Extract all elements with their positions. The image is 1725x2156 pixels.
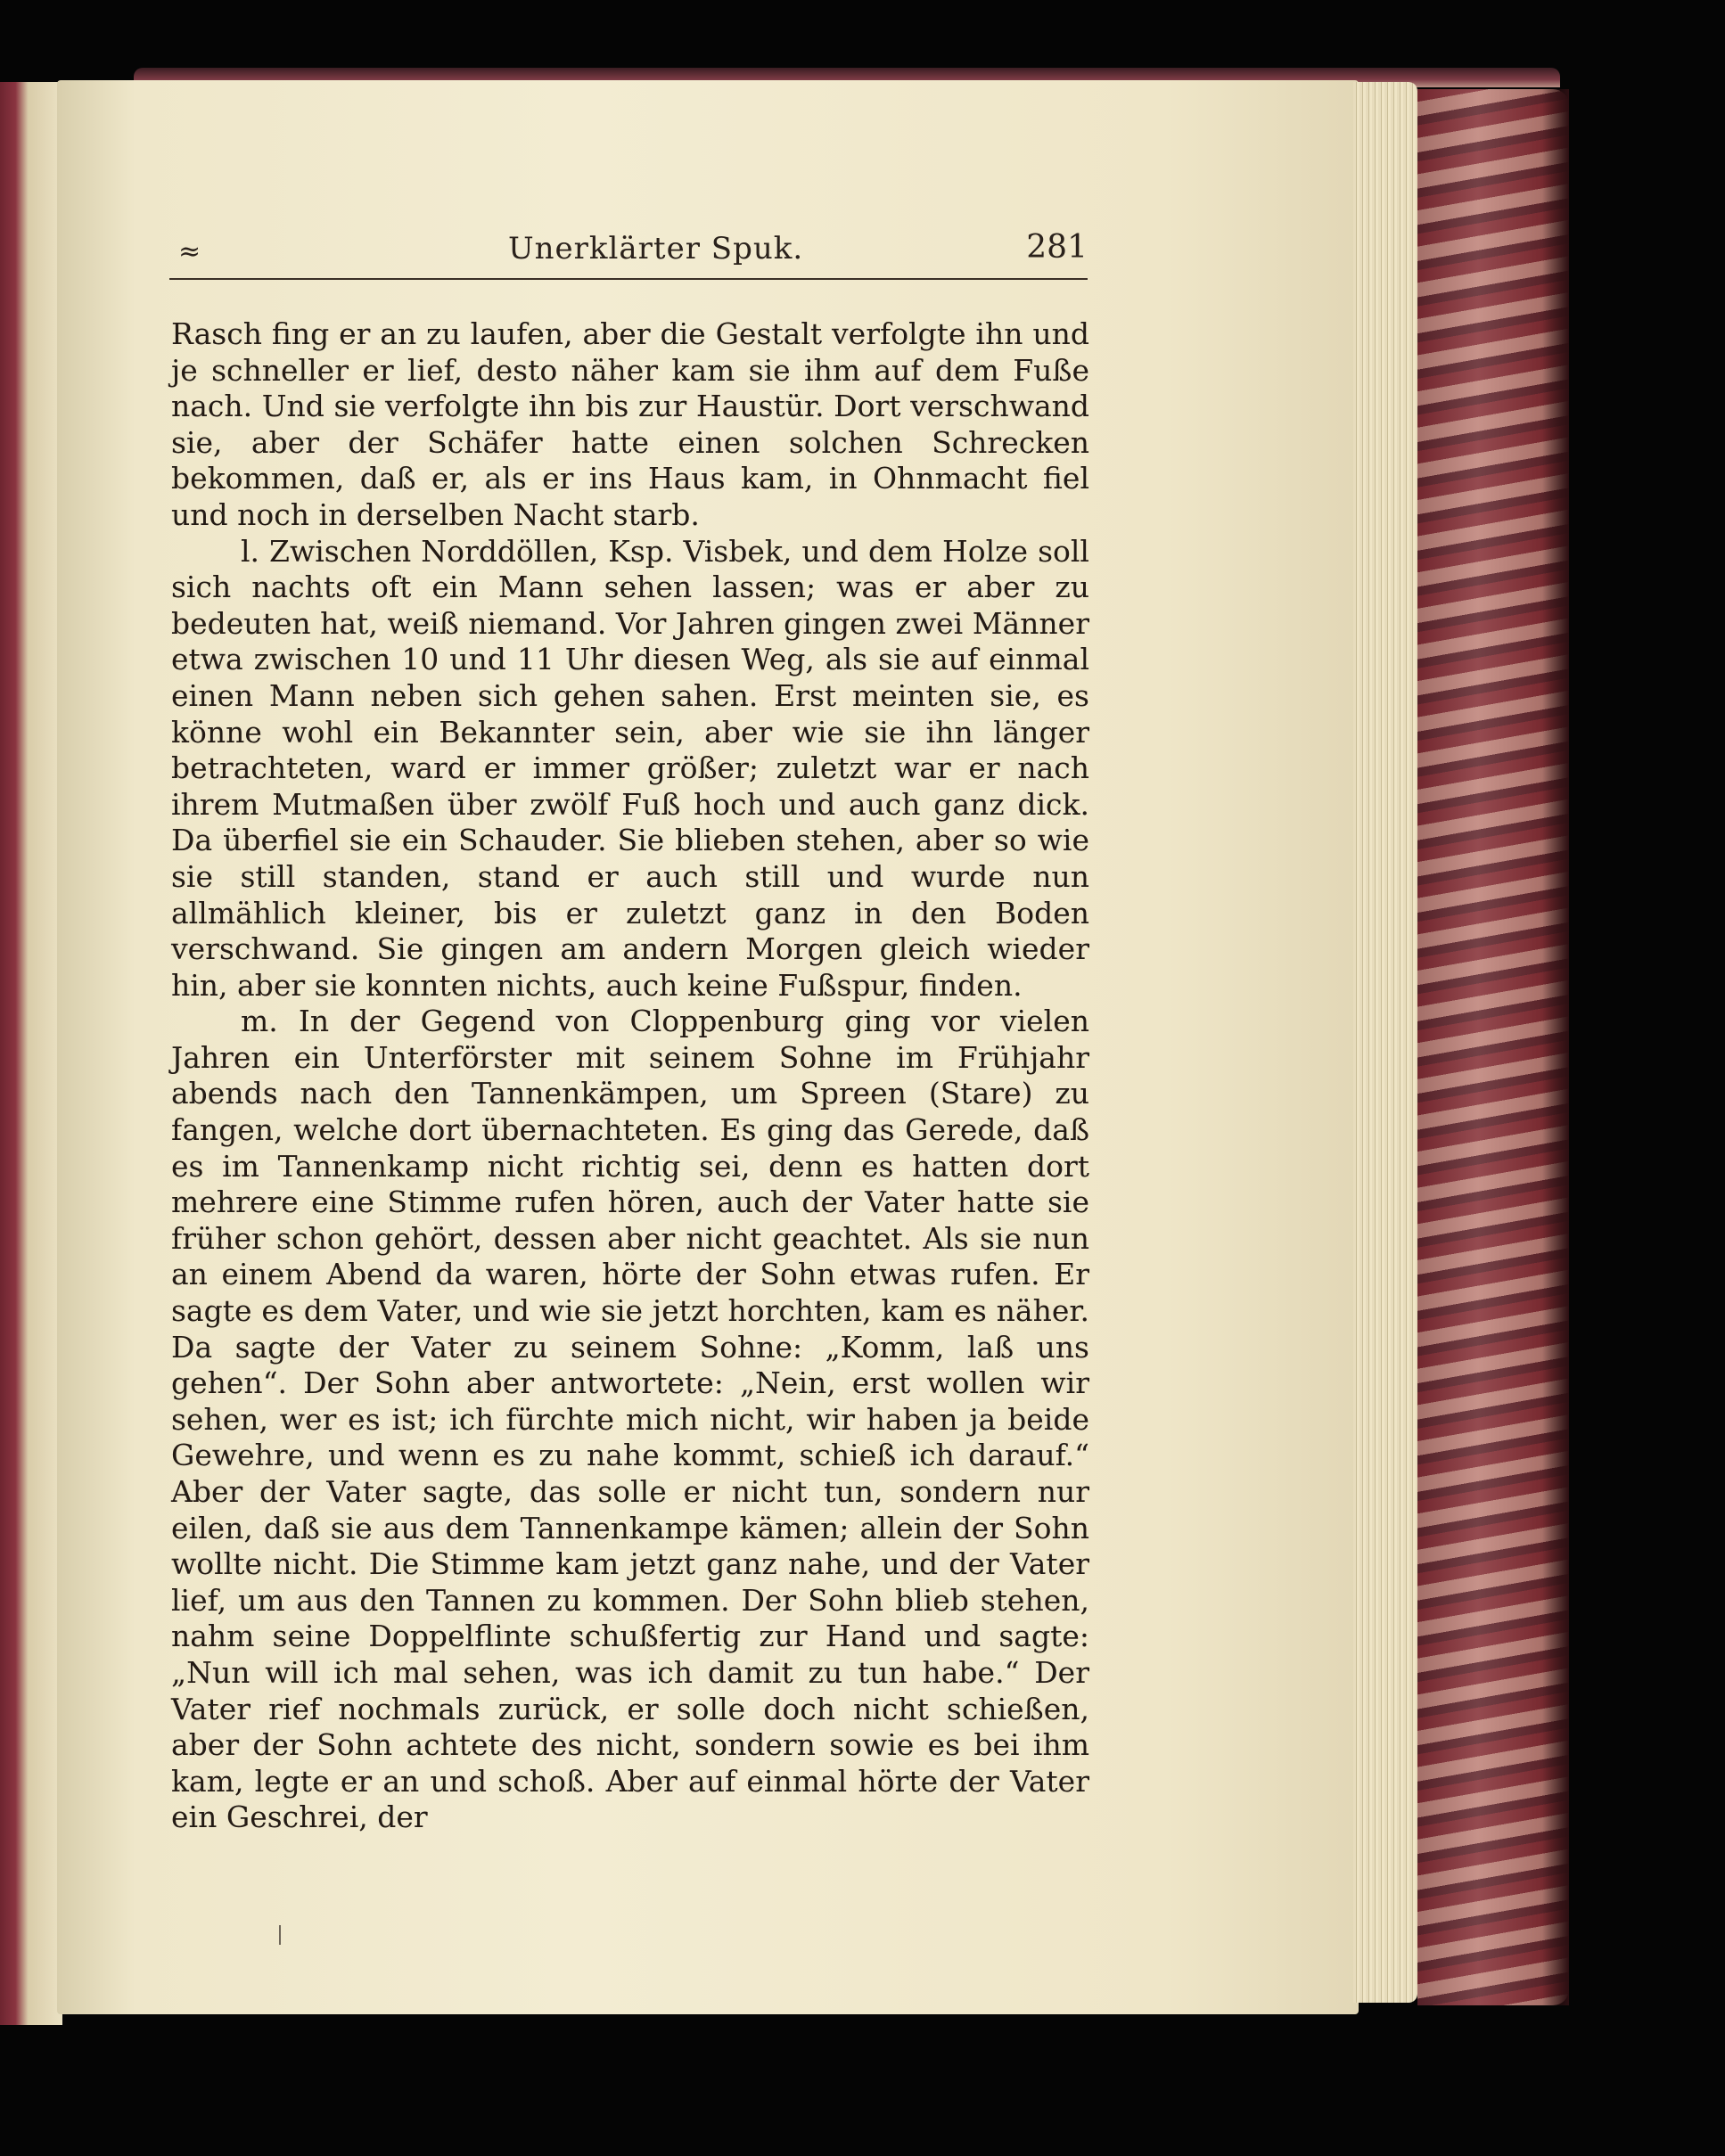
paragraph-continuation: Rasch fing er an zu laufen, aber die Gestalt verfolgte ihn und je schneller er lief, desto näher kam sie ihm auf dem Fuße nach. Und sie verfolgte ihn bis zur Haustür. Dort verschwand sie, aber der Schäfer hatte einen solchen Schrecken bekommen, daß er, als er ins Haus kam, in Ohnmacht fiel und noch in derselben Nacht starb. [171, 316, 1089, 532]
page-number: 281 [1026, 229, 1088, 266]
page-stack-edges [1353, 82, 1417, 2003]
previous-page-edge [0, 82, 62, 2025]
paragraph-l: l. Zwischen Norddöllen, Ksp. Visbek, und dem Holze soll sich nachts oft ein Mann sehen lassen; was er aber zu bedeuten hat, weiß niemand. Vor Jahren gingen zwei Männer etwa zwischen 10 und 11 Uhr diesen Weg, als sie auf einmal einen Mann neben sich gehen sahen. Erst meinten sie, es könne wohl ein Bekannter sein, aber wie sie ihn länger betrachteten, ward er immer größer; zuletzt war er nach ihrem Mutmaßen über zwölf Fuß hoch und auch ganz dick. Da überfiel sie ein Schauder. Sie blieben stehen, aber so wie sie still standen, stand er auch still und wurde nun allmählich kleiner, bis er zuletzt ganz in den Boden verschwand. Sie gingen am andern Morgen gleich wieder hin, aber sie konnten nichts, auch keine Fußspur, finden. [171, 533, 1089, 1003]
paper-speck [279, 1925, 281, 1945]
page-header [169, 227, 1088, 281]
running-title: Unerklärter Spuk. [508, 231, 804, 266]
marbled-cover-edge [1417, 89, 1569, 2005]
body-text [171, 316, 1089, 1836]
paragraph-m: m. In der Gegend von Cloppenburg ging vor vielen Jahren ein Unterförster mit seinem Sohne im Frühjahr abends nach den Tannenkämpen, um Spreen (Stare) zu fangen, welche dort übernachteten. Es ging das Gerede, daß es im Tannenkamp nicht richtig sei, denn es hatten dort mehrere eine Stimme rufen hören, auch der Vater hatte sie früher schon gehört, dessen aber nicht geachtet. Als sie nun an einem Abend da waren, hörte der Sohn etwas rufen. Er sagte es dem Vater, und wie sie jetzt horchten, kam es näher. Da sagte der Vater zu seinem Sohne: „Komm, laß uns gehen“. Der Sohn aber antwortete: „Nein, erst wollen wir sehen, wer es ist; ich fürchte mich nicht, wir haben ja beide Gewehre, und wenn es zu nahe kommt, schieß ich darauf.“ Aber der Vater sagte, das solle er nicht tun, sondern nur eilen, daß sie aus dem Tannenkampe kämen; allein der Sohn wollte nicht. Die Stimme kam jetzt ganz nahe, und der Vater lief, um aus den Tannen zu kommen. Der Sohn blieb stehen, nahm seine Doppelflinte schußfertig zur Hand und sagte: „Nun will ich mal sehen, was ich damit zu tun habe.“ Der Vater rief nochmals zurück, er solle doch nicht schießen, aber der Sohn achtete des nicht, sondern sowie es bei ihm kam, legte er an und schoß. Aber auf einmal hörte der Vater ein Geschrei, der [171, 1004, 1089, 1835]
header-ornament-icon: ≈ [178, 236, 201, 267]
header-rule [169, 278, 1088, 280]
